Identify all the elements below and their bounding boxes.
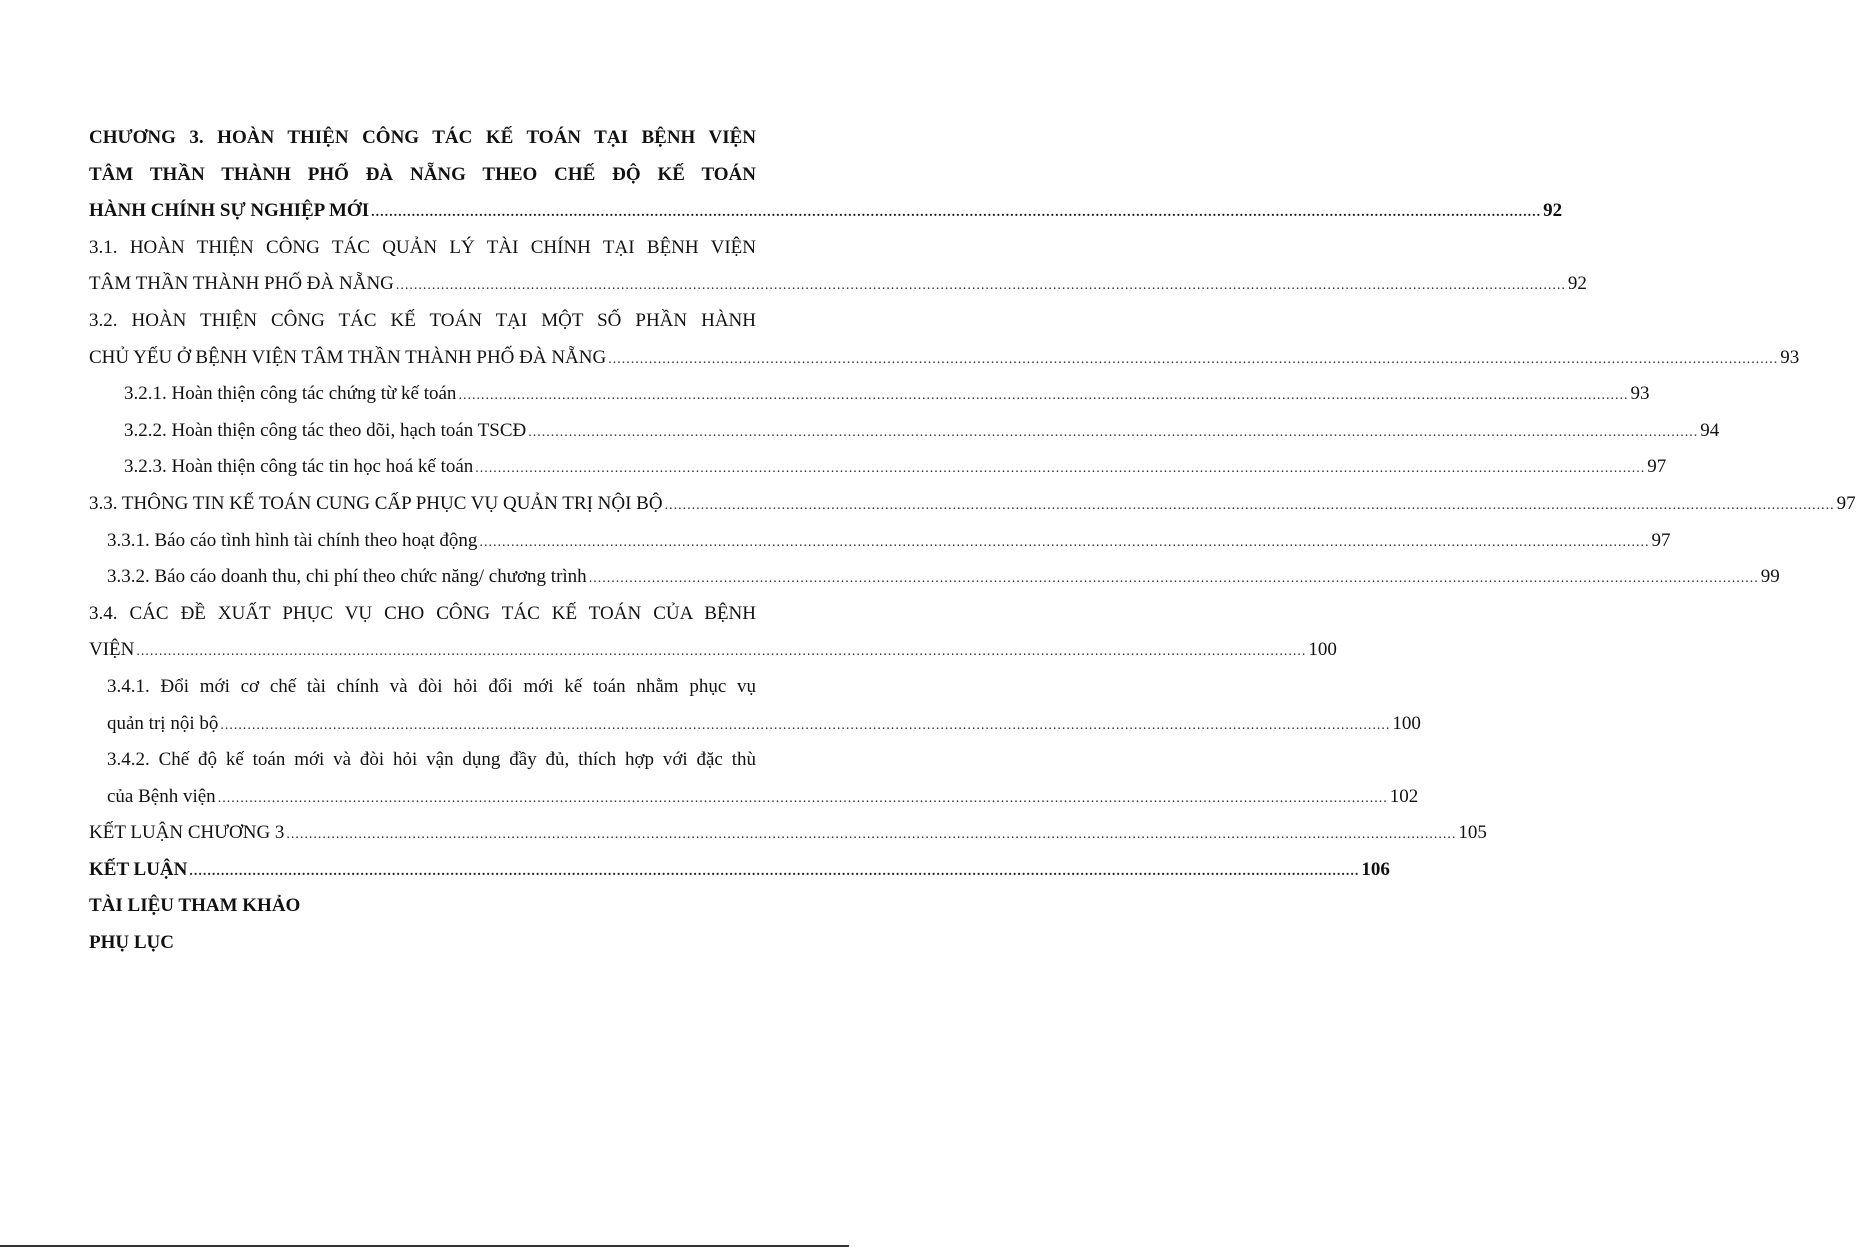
toc-entry [89,632,1337,669]
dot-leader: .................................................................................................................................................................................................................................................................... [528,424,1699,440]
dot-leader: .................................................................................................................................................................................................................................................................... [479,534,1650,550]
toc-entry-title: KẾT LUẬN CHƯƠNG 3 [89,822,285,844]
toc-entry-title: 3.3.1. Báo cáo tình hình tài chính theo hoạt động [107,529,478,551]
toc-entry-title: 3.2.3. Hoàn thiện công tác tin học hoá kế toán [124,456,474,478]
toc-page-number: 97 [1836,492,1856,514]
dot-leader: .................................................................................................................................................................................................................................................................... [588,571,1759,587]
toc-entry-line: CHƯƠNG 3. HOÀN THIỆN CÔNG TÁC KẾ TOÁN TẠI BỆNH VIỆN [89,127,756,148]
toc-page-number: 102 [1389,785,1419,807]
toc-heading [89,925,756,962]
toc-entry [89,486,1856,523]
toc-page-number: 97 [1647,456,1667,478]
toc-entry [89,193,1563,230]
toc-entry-title: 3.3. THÔNG TIN KẾ TOÁN CUNG CẤP PHỤC VỤ QUẢN TRỊ NỘI BỘ [89,492,663,514]
toc-entry-line: 3.4.1. Đổi mới cơ chế tài chính và đòi hỏi đổi mới kế toán nhằm phục vụ [107,675,756,697]
toc-entry-line: 3.4. CÁC ĐỀ XUẤT PHỤC VỤ CHO CÔNG TÁC KẾ TOÁN CỦA BỆNH [89,602,756,624]
toc-entry-line: 3.4.2. Chế độ kế toán mới và đòi hỏi vận dụng đầy đủ, thích hợp với đặc thù [107,749,756,771]
toc-entry-line: TÂM THẦN THÀNH PHỐ ĐÀ NẴNG THEO CHẾ ĐỘ KẾ TOÁN [89,163,756,185]
toc-entry-title: TÂM THẦN THÀNH PHỐ ĐÀ NẴNG [89,273,394,295]
toc-page-number: 100 [1308,639,1337,661]
toc-entry [89,523,1671,560]
toc-page-number: 99 [1760,566,1780,588]
toc-entry-title: quản trị nội bộ [107,712,219,734]
toc-entry [89,266,1587,303]
dot-leader: .................................................................................................................................................................................................................................................................... [664,497,1835,513]
toc-heading-title: PHỤ LỤC [89,932,174,954]
toc-heading [89,888,756,925]
toc-entry [89,852,1390,889]
toc-page-number: 92 [1543,200,1563,222]
toc-page-number: 92 [1567,273,1587,295]
toc-page-number: 94 [1700,419,1720,441]
toc-page-number: 100 [1392,712,1421,734]
toc-page-number: 93 [1630,383,1650,405]
dot-leader: .................................................................................................................................................................................................................................................................... [217,790,1388,806]
toc-entry [89,559,1780,596]
toc-entry-title: HÀNH CHÍNH SỰ NGHIỆP MỚI [89,200,370,222]
toc-entry [89,340,1800,377]
toc-heading-title: TÀI LIỆU THAM KHẢO [89,895,301,917]
dot-leader: .................................................................................................................................................................................................................................................................... [220,717,1391,733]
toc-entry-title: VIỆN [89,639,135,661]
toc-entry-title: 3.2.1. Hoàn thiện công tác chứng từ kế toán [124,383,457,405]
dot-leader: .................................................................................................................................................................................................................................................................... [136,644,1307,660]
toc-entry-title: của Bệnh viện [107,785,216,807]
toc-page-number: 97 [1651,529,1671,551]
dot-leader: .................................................................................................................................................................................................................................................................... [395,278,1566,294]
table-of-contents [89,120,1856,962]
dot-leader: .................................................................................................................................................................................................................................................................... [286,827,1457,843]
toc-entry [89,376,1650,413]
toc-page-number: 93 [1780,346,1800,368]
dot-leader: .................................................................................................................................................................................................................................................................... [608,351,1779,367]
dot-leader: .................................................................................................................................................................................................................................................................... [371,205,1542,221]
toc-entry-title: 3.2.2. Hoàn thiện công tác theo dõi, hạch toán TSCĐ [124,419,527,441]
toc-entry [89,779,1419,816]
toc-entry-title: 3.3.2. Báo cáo doanh thu, chi phí theo chức năng/ chương trình [107,566,587,588]
toc-entry [89,815,1487,852]
toc-entry-line: 3.2. HOÀN THIỆN CÔNG TÁC KẾ TOÁN TẠI MỘT SỐ PHẦN HÀNH [89,309,756,331]
dot-leader: .................................................................................................................................................................................................................................................................... [189,863,1360,879]
toc-entry-line: 3.1. HOÀN THIỆN CÔNG TÁC QUẢN LÝ TÀI CHÍNH TẠI BỆNH VIỆN [89,236,756,258]
toc-page-number: 105 [1458,822,1487,844]
dot-leader: .................................................................................................................................................................................................................................................................... [475,461,1646,477]
dot-leader: .................................................................................................................................................................................................................................................................... [458,388,1629,404]
toc-entry [89,413,1720,450]
toc-entry [89,449,1667,486]
toc-entry-title: CHỦ YẾU Ở BỆNH VIỆN TÂM THẦN THÀNH PHỐ ĐÀ NẴNG [89,346,607,368]
toc-entry [89,706,1421,743]
toc-entry-title: KẾT LUẬN [89,858,188,880]
toc-page-number: 106 [1361,858,1390,880]
